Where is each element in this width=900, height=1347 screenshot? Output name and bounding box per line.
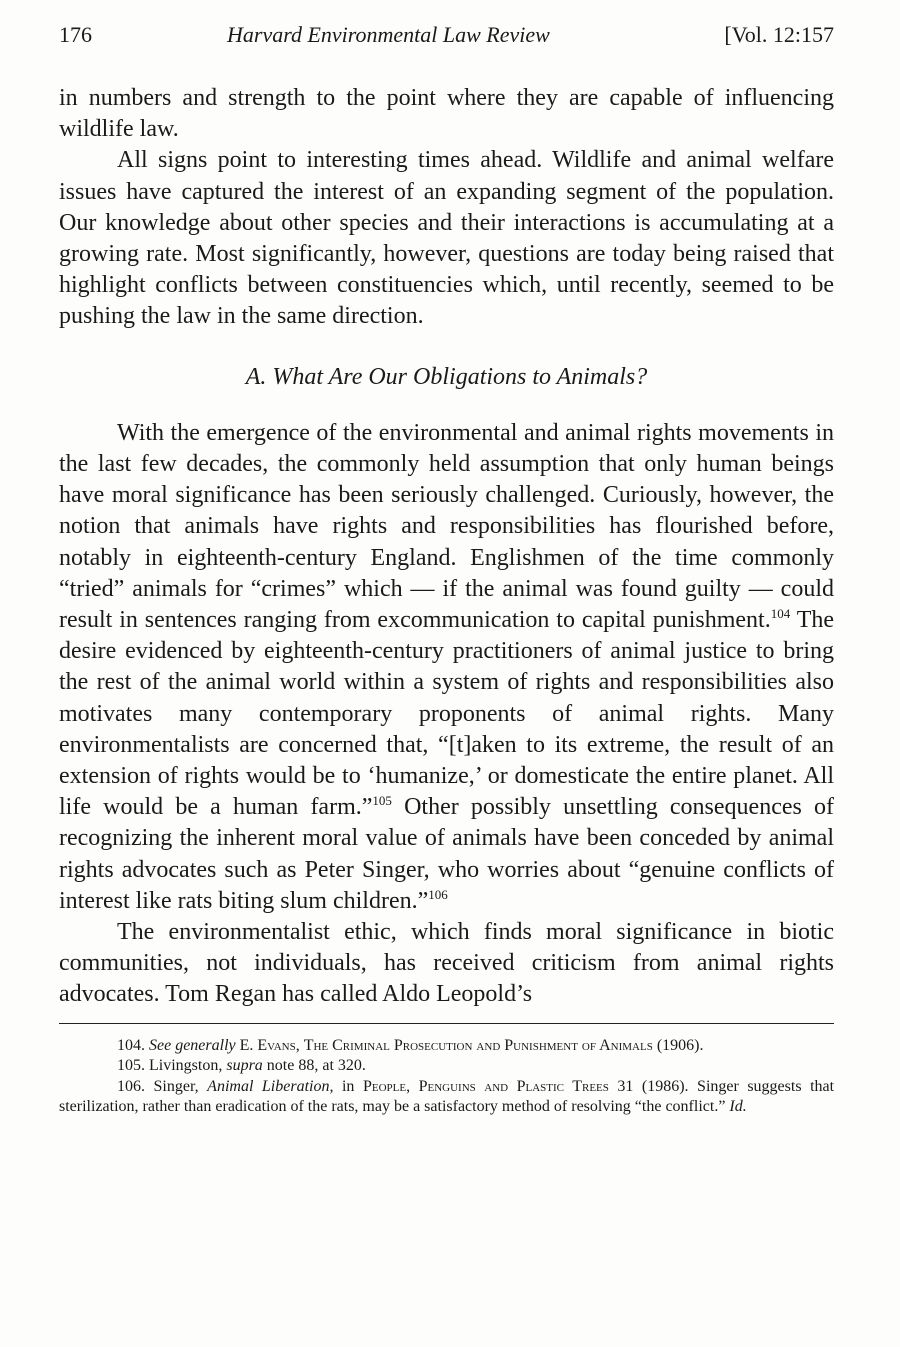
chapter-title: Animal Liberation, <box>207 1077 334 1095</box>
paragraph: All signs point to interesting times ahead. Wildlife and animal welfare issues have captured the interest of an expanding segment of the population. Our knowledge about other species and their interactions is accumulating at a growing rate. Most significantly, however, questions are today being raised that highlight conflicts between constituencies which, until recently, seemed to be pushing the law in the same direction. <box>59 147 834 330</box>
footnotes <box>59 1036 834 1118</box>
paragraph: The environmentalist ethic, which finds moral significance in biotic communities, not individuals, has received criticism from animal rights advocates. Tom Regan has called Aldo Leopold’s <box>59 919 834 1008</box>
book-title: The Criminal Prosecution and Punishment of Animals <box>303 1036 653 1054</box>
page <box>59 22 834 1118</box>
section-heading: A. What Are Our Obligations to Animals? <box>245 363 648 390</box>
paragraph-continued: in numbers and strength to the point where they are capable of influencing wildlife law. <box>59 85 834 143</box>
paragraph-text: With the emergence of the environmental and animal rights movements in the last few decades, the commonly held assumption that only human beings have moral significance has been seriously challenged. Curiously, however, the notion that animals have rights and responsibilities has flourished before, notably in eighteenth-century England. Englishmen of the time commonly “tried” animals for “crimes” which — if the animal was found guilty — could result in sentences ranging from excommunication to capital punishment. <box>59 419 834 634</box>
journal-title: Harvard Environmental Law Review <box>227 22 550 47</box>
year: (1906). <box>656 1036 704 1054</box>
signal: supra <box>226 1057 263 1075</box>
footnote-ref: 104 <box>770 606 791 622</box>
author: Livingston, <box>149 1057 223 1075</box>
paragraph-text: Other possibly unsettling consequences of recognizing the inherent moral value of animals have been conceded by animal rights advocates such as Peter Singer, who worries about “genuine conflicts of interest like rats biting slum children.” <box>59 794 835 914</box>
footnote-text: 31 (1986). Singer suggests that sterilization, rather than eradication of the rats, may be a satisfactory method of resolving “the conflict.” <box>59 1077 835 1116</box>
paragraph <box>59 418 834 917</box>
volume-citation: [Vol. 12:157 <box>724 22 834 47</box>
body-text <box>59 83 834 1011</box>
footnote-number: 105. <box>117 1057 145 1075</box>
id-signal: Id. <box>729 1098 747 1116</box>
pinpoint: note 88, at 320. <box>266 1057 366 1075</box>
page-number: 176 <box>59 22 92 47</box>
author: E. Evans, <box>239 1036 300 1054</box>
signal: See generally <box>149 1036 236 1054</box>
running-header <box>59 22 834 58</box>
footnote-number: 104. <box>117 1036 145 1054</box>
footnote-number: 106. <box>117 1077 145 1095</box>
footnote-106 <box>59 1077 834 1118</box>
connector: in <box>341 1077 355 1095</box>
footnote-ref: 105 <box>372 793 392 809</box>
footnote-ref: 106 <box>428 886 448 902</box>
book-title: People, Penguins and Plastic Trees <box>362 1077 609 1095</box>
footnote-divider <box>59 1023 834 1024</box>
footnote-104 <box>59 1036 834 1057</box>
author: Singer, <box>153 1077 199 1095</box>
paragraph-text: The desire evidenced by eighteenth-century practitioners of animal justice to bring the rest of the animal world within a system of rights and responsibilities also motivates many contemporary proponents of animal rights. Many environmentalists are concerned that, “[t]aken to its extreme, the result of an extension of rights would be to ‘humanize,’ or domesticate the entire planet. All life would be a human farm.” <box>59 607 835 821</box>
footnote-105 <box>59 1056 834 1077</box>
